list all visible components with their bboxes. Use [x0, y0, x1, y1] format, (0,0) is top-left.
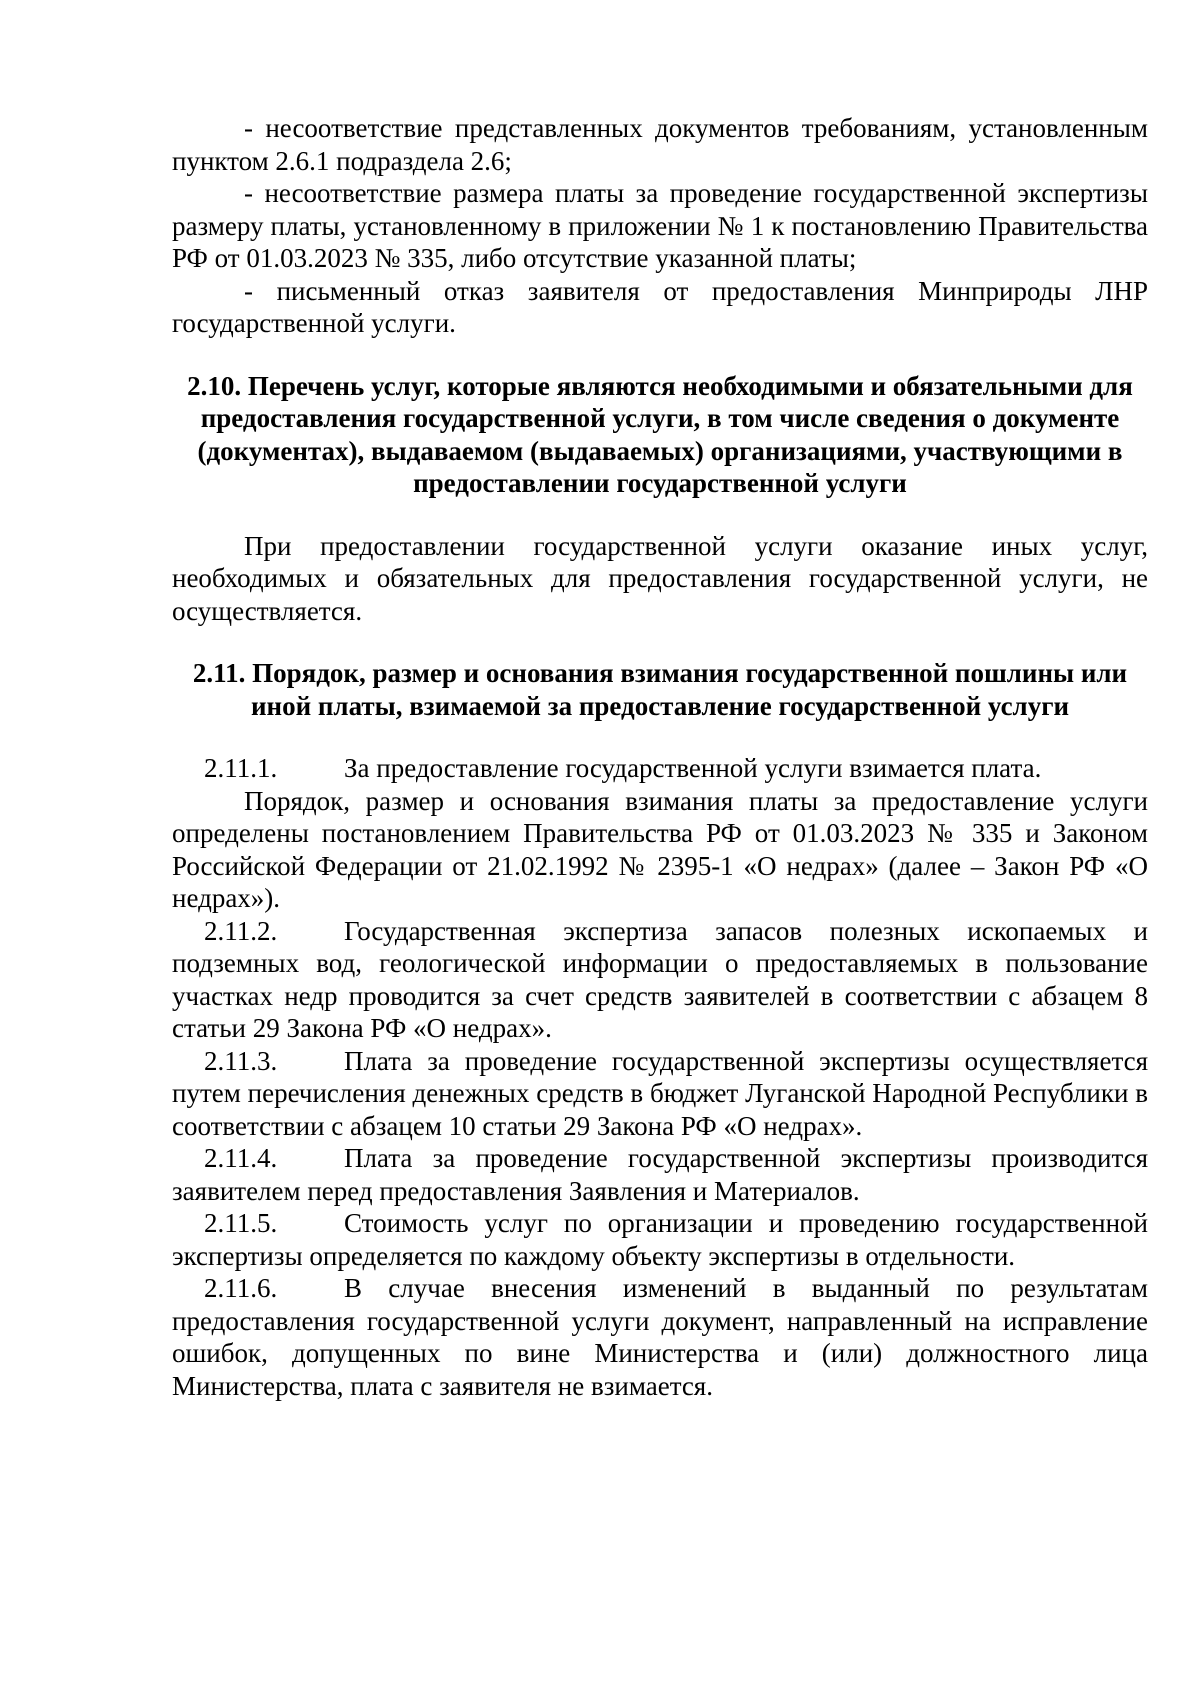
- section-heading-2-10: 2.10. Перечень услуг, которые являются необходимыми и обязательными для предоставления государственной услуги, в том числе сведения о документе (документах), выдаваемом (выдаваемых) организациями, участвующими в предоставлении государственной услуги: [187, 370, 1133, 498]
- clause-number: 2.11.2.: [204, 915, 278, 946]
- clause-2-11-6: [172, 1272, 1148, 1402]
- page-content: [172, 112, 1148, 1402]
- clause-text: За предоставление государственной услуги взимается плата.: [344, 753, 1042, 783]
- clause-number: 2.11.3.: [204, 1045, 278, 1076]
- spacer: [172, 722, 1148, 752]
- clause-2-11-4: [172, 1142, 1148, 1207]
- spacer: [172, 500, 1148, 530]
- spacer: [172, 627, 1148, 657]
- clause-number: 2.11.1.: [204, 753, 278, 783]
- list-item: - письменный отказ заявителя от предоставления Минприроды ЛНР государственной услуги.: [172, 275, 1148, 338]
- list-item: - несоответствие представленных документов требованиям, установленным пунктом 2.6.1 подраздела 2.6;: [172, 113, 1148, 176]
- clause-number: 2.11.6.: [204, 1273, 278, 1303]
- section-heading-2-11: 2.11. Порядок, размер и основания взимания государственной пошлины или иной платы, взимаемой за предоставление государственной услуги: [192, 658, 1128, 721]
- clause-2-11-1: [172, 752, 1148, 785]
- section-text-2-10: При предоставлении государственной услуги оказание иных услуг, необходимых и обязательных для предоставления государственной услуги, не осуществляется.: [172, 530, 1148, 626]
- clause-text: Плата за проведение государственной экспертизы производится заявителем перед предоставления Заявления и Материалов.: [172, 1143, 1148, 1206]
- clause-2-11-2: [172, 915, 1148, 1045]
- list-item: - несоответствие размера платы за проведение государственной экспертизы размеру платы, установленному в приложении № 1 к постановлению Правительства РФ от 01.03.2023 № 335, либо отсутствие указанной платы;: [172, 178, 1148, 273]
- clause-2-11-3: [172, 1045, 1148, 1143]
- clause-number: 2.11.4.: [204, 1143, 278, 1173]
- clause-paragraph: Порядок, размер и основания взимания платы за предоставление услуги определены постановлением Правительства РФ от 01.03.2023 № 335 и Законом Российской Федерации от 21.02.1992 № 2395-1 «О недрах» (далее – Закон РФ «О недрах»).: [172, 785, 1148, 913]
- clause-2-11-5: [172, 1207, 1148, 1272]
- clause-text: Государственная экспертиза запасов полезных ископаемых и подземных вод, геологической информации о предоставляемых в пользование участках недр проводится за счет средств заявителей в соответствии с абзацем 8 статьи 29 Закона РФ «О недрах».: [172, 915, 1148, 1043]
- clause-text: Плата за проведение государственной экспертизы осуществляется путем перечисления денежных средств в бюджет Луганской Народной Республики в соответствии с абзацем 10 статьи 29 Закона РФ «О недрах».: [172, 1045, 1148, 1141]
- spacer: [172, 340, 1148, 370]
- clause-text: Стоимость услуг по организации и проведению государственной экспертизы определяется по каждому объекту экспертизы в отдельности.: [172, 1208, 1148, 1271]
- clause-number: 2.11.5.: [204, 1208, 278, 1238]
- clause-text: В случае внесения изменений в выданный по результатам предоставления государственной услуги документ, направленный на исправление ошибок, допущенных по вине Министерства и (или) должностного лица Министерства, плата с заявителя не взимается.: [172, 1273, 1148, 1401]
